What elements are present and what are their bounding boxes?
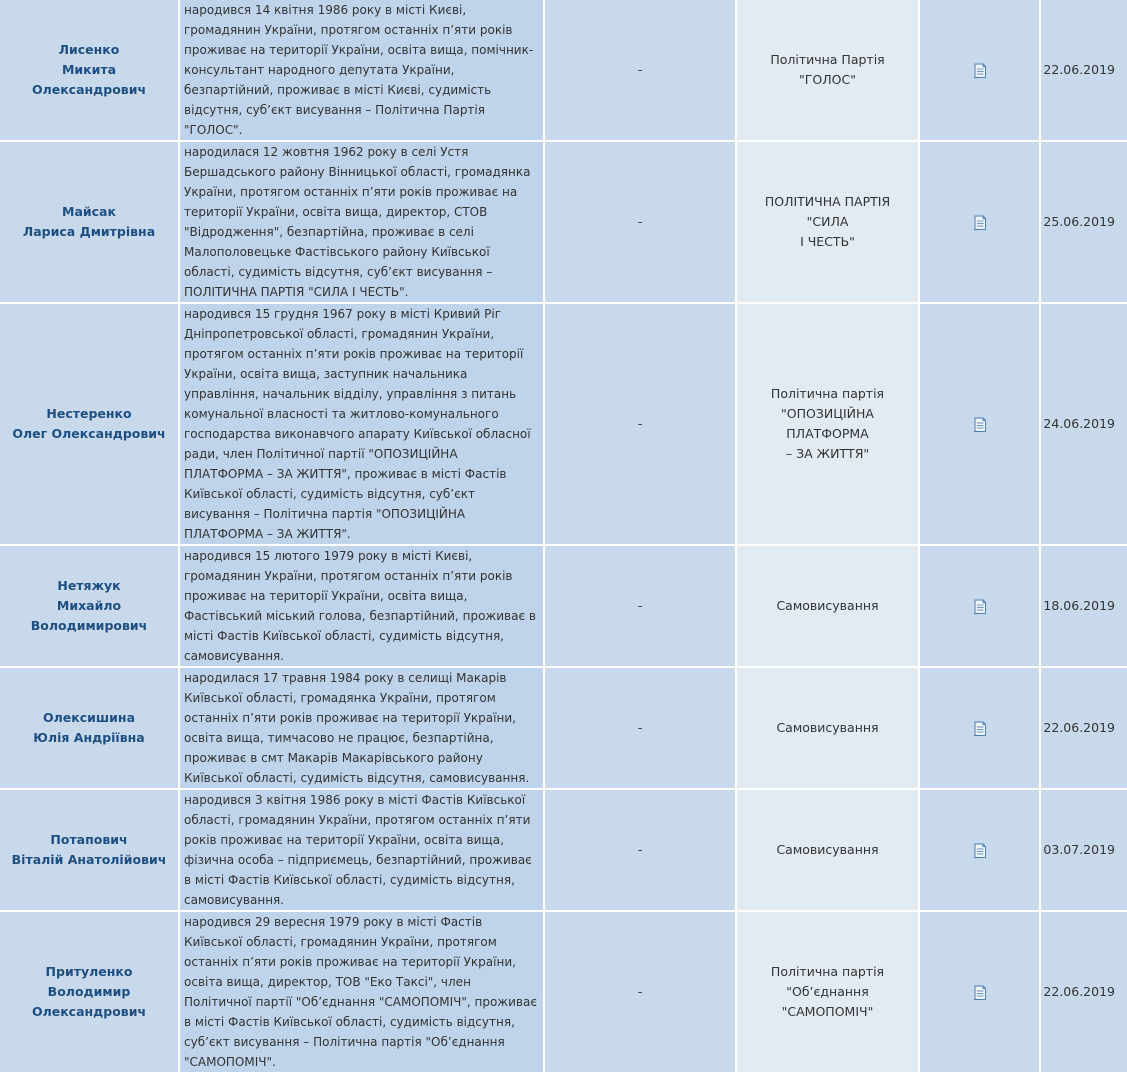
- table-row: [0, 912, 1127, 1074]
- party-cell: Самовисування: [737, 546, 920, 668]
- candidate-name: Притуленко Володимир Олександрович: [0, 912, 180, 1074]
- party-cell: Політична партія "Об’єднання "САМОПОМІЧ": [737, 912, 920, 1074]
- date-cell: 25.06.2019: [1041, 142, 1127, 304]
- candidate-info: народився 14 квітня 1986 року в місті Києві, громадянин України, протягом останніх п’яти років проживає на території України, освіта вища, помічник-консультант народного депутата України, безпартійний, проживає в місті Києві, судимість відсутня, суб’єкт висування – Політична Партія "ГОЛОС".: [180, 0, 545, 142]
- candidate-info: народилася 17 травня 1984 року в селищі Макарів Київської області, громадянка України, протягом останніх п’яти років проживає на території України, освіта вища, тимчасово не працює, безпартійна, проживає в смт Макарів Макарівського району Київської області, судимість відсутня, самовисування.: [180, 668, 545, 790]
- candidate-name: Олексишина Юлія Андріївна: [0, 668, 180, 790]
- document-icon[interactable]: [973, 721, 986, 736]
- candidate-info: народився 15 грудня 1967 року в місті Кривий Ріг Дніпропетровської області, громадянин України, протягом останніх п’яти років проживає на території України, освіта вища, заступник начальника управління, начальник відділу, управління з питань комунальної власності та житлово-комунального господарства виконавчого апарату Київської обласної ради, член Політичної партії "ОПОЗИЦІЙНА ПЛАТФОРМА – ЗА ЖИТТЯ", проживає в місті Фастів Київської області, судимість відсутня, суб’єкт висування – Політична партія "ОПОЗИЦІЙНА ПЛАТФОРМА – ЗА ЖИТТЯ".: [180, 304, 545, 546]
- candidate-info: народився 29 вересня 1979 року в місті Фастів Київської області, громадянин України, протягом останніх п’яти років проживає на території України, освіта вища, директор, ТОВ "Еко Таксі", член Політичної партії "Об’єднання "САМОПОМІЧ", проживає в місті Фастів Київської області, судимість відсутня, суб’єкт висування – Політична партія "Об’єднання "САМОПОМІЧ".: [180, 912, 545, 1074]
- candidate-name: Нестеренко Олег Олександрович: [0, 304, 180, 546]
- document-icon[interactable]: [973, 63, 986, 78]
- dash-cell: -: [545, 0, 737, 142]
- candidate-name: Лисенко Микита Олександрович: [0, 0, 180, 142]
- document-icon[interactable]: [973, 417, 986, 432]
- candidate-info: народилася 12 жовтня 1962 року в селі Устя Бершадського району Вінницької області, громадянка України, протягом останніх п’яти років проживає на території України, освіта вища, директор, СТОВ "Відродження", безпартійна, проживає в селі Малополовецьке Фастівського району Київської області, судимість відсутня, суб’єкт висування – ПОЛІТИЧНА ПАРТІЯ "СИЛА І ЧЕСТЬ".: [180, 142, 545, 304]
- document-icon[interactable]: [973, 843, 986, 858]
- document-cell: [920, 912, 1041, 1074]
- document-cell: [920, 0, 1041, 142]
- dash-cell: -: [545, 790, 737, 912]
- dash-cell: -: [545, 142, 737, 304]
- document-icon[interactable]: [973, 985, 986, 1000]
- date-cell: 22.06.2019: [1041, 668, 1127, 790]
- date-cell: 18.06.2019: [1041, 546, 1127, 668]
- candidate-info: народився 3 квітня 1986 року в місті Фастів Київської області, громадянин України, протягом останніх п’яти років проживає на території України, освіта вища, фізична особа – підприємець, безпартійний, проживає в місті Фастів Київської області, судимість відсутня, самовисування.: [180, 790, 545, 912]
- date-cell: 24.06.2019: [1041, 304, 1127, 546]
- date-cell: 03.07.2019: [1041, 790, 1127, 912]
- document-cell: [920, 142, 1041, 304]
- dash-cell: -: [545, 546, 737, 668]
- table-row: [0, 304, 1127, 546]
- table-row: [0, 668, 1127, 790]
- document-cell: [920, 304, 1041, 546]
- candidate-name: Майсак Лариса Дмитрівна: [0, 142, 180, 304]
- document-icon[interactable]: [973, 599, 986, 614]
- table-row: [0, 790, 1127, 912]
- candidate-info: народився 15 лютого 1979 року в місті Києві, громадянин України, протягом останніх п’яти років проживає на території України, освіта вища, Фастівський міський голова, безпартійний, проживає в місті Фастів Київської області, судимість відсутня, самовисування.: [180, 546, 545, 668]
- candidate-name: Нетяжук Михайло Володимирович: [0, 546, 180, 668]
- table-row: [0, 142, 1127, 304]
- party-cell: Політична Партія "ГОЛОС": [737, 0, 920, 142]
- document-icon[interactable]: [973, 215, 986, 230]
- party-cell: ПОЛІТИЧНА ПАРТІЯ "СИЛА І ЧЕСТЬ": [737, 142, 920, 304]
- party-cell: Самовисування: [737, 790, 920, 912]
- document-cell: [920, 668, 1041, 790]
- candidate-name: Потапович Віталій Анатолійович: [0, 790, 180, 912]
- date-cell: 22.06.2019: [1041, 912, 1127, 1074]
- dash-cell: -: [545, 912, 737, 1074]
- table-row: [0, 546, 1127, 668]
- dash-cell: -: [545, 668, 737, 790]
- party-cell: Політична партія "ОПОЗИЦІЙНА ПЛАТФОРМА – ЗА ЖИТТЯ": [737, 304, 920, 546]
- document-cell: [920, 790, 1041, 912]
- table-row: [0, 0, 1127, 142]
- party-cell: Самовисування: [737, 668, 920, 790]
- document-cell: [920, 546, 1041, 668]
- dash-cell: -: [545, 304, 737, 546]
- date-cell: 22.06.2019: [1041, 0, 1127, 142]
